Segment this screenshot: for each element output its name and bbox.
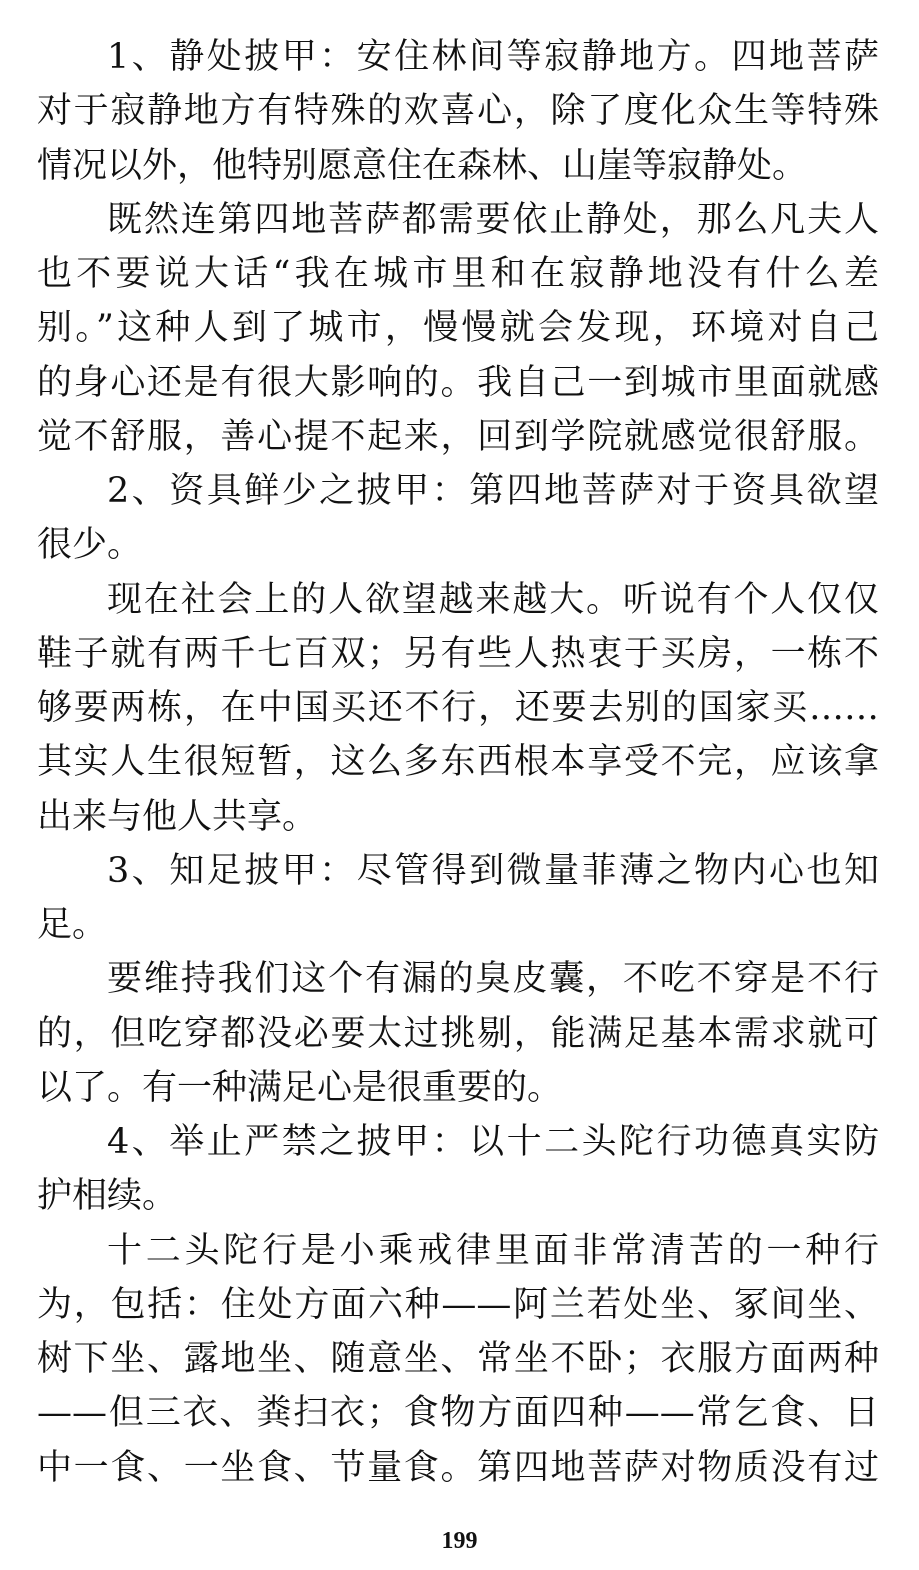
text-line: 很少。	[37, 525, 143, 566]
text-line: 别。”这种人到了城市，慢慢就会发现，环境对自己	[37, 308, 879, 349]
body-text	[37, 30, 879, 1495]
text-line: 对于寂静地方有特殊的欢喜心，除了度化众生等特殊	[37, 91, 879, 132]
text-line: 现在社会上的人欲望越来越大。听说有个人仅仅	[107, 579, 879, 620]
text-line: 3、知足披甲：尽管得到微量菲薄之物内心也知	[107, 850, 879, 891]
text-line: 既然连第四地菩萨都需要依止静处，那么凡夫人	[107, 199, 879, 240]
text-line: 为，包括：住处方面六种——阿兰若处坐、冢间坐、	[37, 1284, 879, 1325]
text-line: 中一食、一坐食、节量食。第四地菩萨对物质没有过	[37, 1447, 879, 1488]
text-line: 树下坐、露地坐、随意坐、常坐不卧；衣服方面两种	[37, 1339, 879, 1379]
text-line: 要维持我们这个有漏的臭皮囊，不吃不穿是不行	[107, 959, 879, 1000]
text-line: 以了。有一种满足心是很重要的。	[37, 1067, 563, 1108]
text-line: 觉不舒服，善心提不起来，回到学院就感觉很舒服。	[37, 416, 879, 457]
text-line: 4、举止严禁之披甲：以十二头陀行功德真实防	[107, 1122, 879, 1162]
text-line: 足。	[37, 905, 108, 945]
text-line: 护相续。	[37, 1176, 178, 1217]
text-line: 十二头陀行是小乘戒律里面非常清苦的一种行	[107, 1230, 879, 1271]
text-line: 其实人生很短暂，这么多东西根本享受不完，应该拿	[37, 742, 879, 783]
text-line: 的，但吃穿都没必要太过挑剔，能满足基本需求就可	[37, 1013, 879, 1054]
text-line: 也不要说大话“我在城市里和在寂静地没有什么差	[37, 254, 879, 294]
text-line: 出来与他人共享。	[37, 796, 318, 837]
text-line: ——但三衣、粪扫衣；食物方面四种——常乞食、日	[37, 1393, 879, 1434]
page-number: 199	[441, 1528, 478, 1554]
text-line: 够要两栋，在中国买还不行，还要去别的国家买……	[37, 688, 879, 728]
text-line: 2、资具鲜少之披甲：第四地菩萨对于资具欲望	[107, 471, 879, 511]
text-line: 鞋子就有两千七百双；另有些人热衷于买房，一栋不	[37, 633, 879, 674]
text-line: 的身心还是有很大影响的。我自己一到城市里面就感	[37, 362, 879, 403]
text-line: 情况以外，他特别愿意住在森林、山崖等寂静处。	[37, 145, 808, 186]
text-line: 1、静处披甲：安住林间等寂静地方。四地菩萨	[107, 37, 879, 77]
